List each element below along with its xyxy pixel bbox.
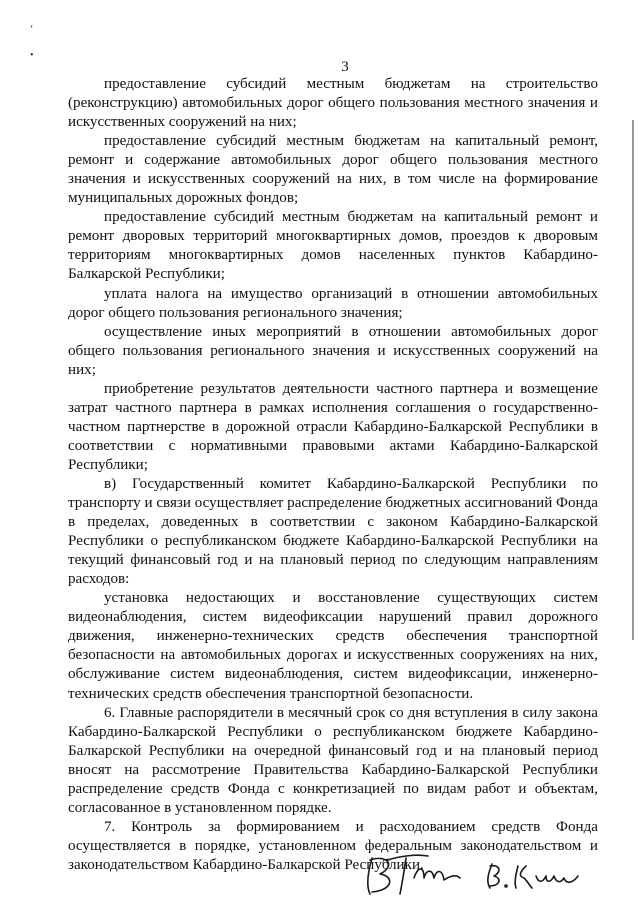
document-body bbox=[68, 75, 598, 875]
corner-mark-bottom: • bbox=[30, 50, 34, 61]
paragraph: установка недостающих и восстановление существующих систем видеонаблюдения, систем видеофиксации нарушений правил дорожного движения, инженерно-технических средств обеспечения транспортной безопасности на автомобильных дорогах и искусственных сооружениях на них, обслуживание систем видеонаблюдения, систем видеофиксации, инженерно-технических средств обеспечения транспортной безопасности. bbox=[68, 590, 598, 702]
paragraph: 7. Контроль за формированием и расходованием средств Фонда осуществляется в порядке, установленном федеральным законодательством и законодательством Кабардино-Балкарской Республики. bbox=[68, 818, 598, 873]
page-number: 3 bbox=[341, 59, 349, 75]
paragraph: в) Государственный комитет Кабардино-Балкарской Республики по транспорту и связи осуществляет распределение бюджетных ассигнований Фонда в пределах, доведенных в соответствии с законом Кабардино-Балкарской Республики о республиканском бюджете Кабардино-Балкарской Республики на текущий финансовый год и на плановый период по следующим направлениям расходов: bbox=[68, 475, 598, 588]
paragraph: уплата налога на имущество организаций в отношении автомобильных дорог общего пользования регионального значения; bbox=[68, 285, 598, 321]
paragraph: приобретение результатов деятельности частного партнера и возмещение затрат частного партнера в рамках исполнения соглашения о государственно-частном партнерстве в дорожной отрасли Кабардино-Балкарской Республики в соответствии с нормативными правовыми актами Кабардино-Балкарской Республики; bbox=[68, 380, 598, 473]
paragraph: осуществление иных мероприятий в отношении автомобильных дорог общего пользования регионального значения и искусственных сооружений на них; bbox=[68, 323, 598, 378]
signature bbox=[360, 848, 590, 903]
paragraph: 6. Главные распорядители в месячный срок со дня вступления в силу закона Кабардино-Балкарской Республики о республиканском бюджете Кабардино-Балкарской Республики на очередной финансовый год и на плановый период вносят на рассмотрение Правительства Кабардино-Балкарской Республики распределение средств Фонда с конкретизацией по видам работ и объектам, согласованное в установленном порядке. bbox=[68, 704, 598, 816]
paragraph: предоставление субсидий местным бюджетам на капитальный ремонт, ремонт и содержание автомобильных дорог общего пользования местного значения и искусственных сооружений на них, в том числе на формирование муниципальных дорожных фондов; bbox=[68, 133, 598, 207]
paragraph: предоставление субсидий местным бюджетам на строительство (реконструкцию) автомобильных дорог общего пользования местного значения и искусственных сооружений на них; bbox=[68, 76, 598, 131]
edge-mark bbox=[632, 120, 634, 640]
handwritten-signature-icon bbox=[360, 848, 590, 898]
paragraph: предоставление субсидий местным бюджетам на капитальный ремонт и ремонт дворовых территорий многоквартирных домов, проездов к дворовым территориям многоквартирных домов населенных пунктов Кабардино-Балкарской Республики; bbox=[68, 209, 598, 283]
corner-mark-top: ‘ bbox=[30, 24, 34, 35]
